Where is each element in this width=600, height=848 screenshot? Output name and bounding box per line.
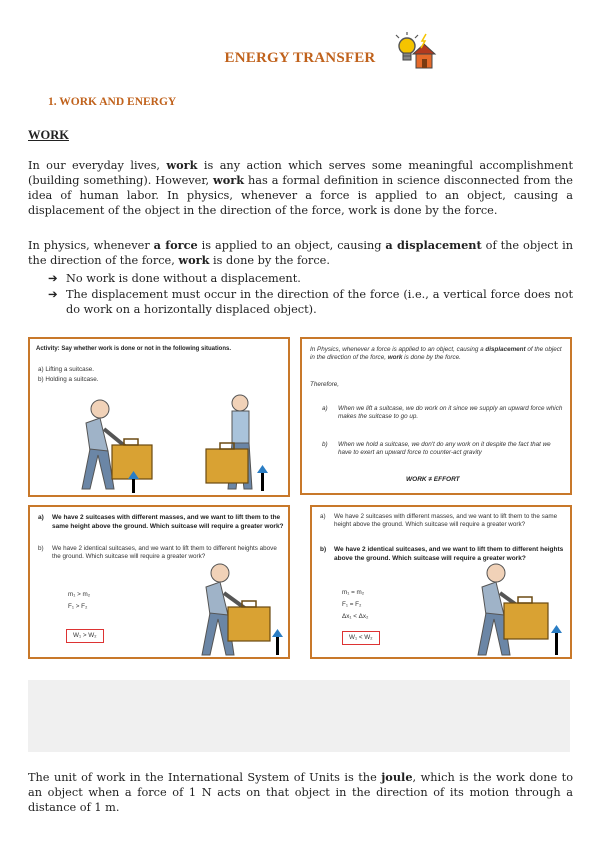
section-heading: 1. WORK AND ENERGY (48, 96, 177, 108)
activity-panel (28, 337, 290, 497)
height-comparison-panel (310, 505, 572, 659)
explanation-a-label: a) (322, 405, 328, 412)
activity-item-b: b) Holding a suitcase. (38, 376, 99, 383)
question-a-label: a) (38, 514, 44, 521)
page-title: ENERGY TRANSFER (224, 50, 376, 66)
question-a-text: We have 2 suitcases with different masses, and we want to lift them to the same height above the ground. Which suitcase will require a greater work? (52, 514, 284, 530)
activity-text: Activity: Say whether work is done or not in the following situations. (36, 346, 232, 352)
therefore-text: Therefore, (310, 381, 340, 388)
unit-paragraph: The unit of work in the International System of Units is the joule, which is the work done to an object when a force of 1 N acts on that object in the direction of its motion through a distance of 1 m. (28, 770, 573, 814)
work-heading: WORK (28, 128, 69, 142)
activity-item-a: a) Lifting a suitcase. (38, 366, 95, 373)
question-b-text: We have 2 identical suitcases, and we want to lift them to different heights above the ground. Which suitcase will require a greater work? (334, 546, 564, 562)
lifting-man-figure (82, 400, 152, 489)
man-lifting-suitcase-illustration (452, 559, 568, 659)
list-item: ➔ No work is done without a displacement. (48, 272, 301, 285)
question-a-text: We have 2 suitcases with different masses, and we want to lift them to the same height above the ground. Which suitcase will require a greater work? (334, 513, 558, 529)
man-lifting-suitcase-illustration (60, 389, 280, 494)
work-paragraph-2: In physics, whenever a force is applied to an object, causing a displacement of the object in the direction of the force, work is done by the force. (28, 238, 573, 267)
explanation-b-text: When we hold a suitcase, we don't do any work on it despite the fact that we have to exert an upward force to counter-act gravity (338, 441, 551, 457)
question-b-text: We have 2 identical suitcases, and we want to lift them to different heights above the ground. Which suitcase will require a greater work? (52, 545, 277, 561)
force-relation: F₁ = F₂ (342, 601, 362, 608)
man-lifting-suitcase-illustration (180, 559, 290, 659)
question-a-label: a) (320, 513, 326, 520)
holding-man-figure (206, 395, 252, 489)
explanation-panel (300, 337, 572, 495)
question-b-label: b) (38, 545, 44, 552)
explanation-intro: In Physics, whenever a force is applied to an object, causing a displacement of the object in the direction of the force, work is done by the force. (310, 346, 562, 362)
embedded-media-placeholder (28, 680, 570, 752)
displacement-relation: Δx₁ < Δx₂ (342, 613, 369, 620)
mass-comparison-panel (28, 505, 290, 659)
mass-relation: m₁ > m₂ (68, 591, 91, 598)
work-paragraph-1: In our everyday lives, work is any action which serves some meaningful accomplishment (building something). However, work has a formal definition in science disconnected from the idea of human labor. In physics, whenever a force is applied to an object, causing a displacement of the object in the direction of the force, work is done by the force. (28, 158, 573, 217)
work-result-box: W₁ > W₂ (66, 629, 104, 643)
arrow-right-icon: ➔ (48, 272, 58, 285)
work-result-box: W₁ < W₂ (342, 631, 380, 645)
lightbulb-house-icon (393, 30, 437, 78)
force-relation: F₁ > F₂ (68, 603, 88, 610)
work-effort-equation: WORK ≠ EFFORT (406, 476, 460, 483)
explanation-a-text: When we lift a suitcase, we do work on it since we supply an upward force which makes the suitcase to go up. (338, 405, 563, 421)
list-item: ➔ The displacement must occur in the direction of the force (i.e., a vertical force does not do work on a horizontally displaced object). (48, 288, 573, 316)
question-b-label: b) (320, 546, 327, 553)
mass-relation: m₁ = m₂ (342, 589, 365, 596)
arrow-right-icon: ➔ (48, 288, 58, 301)
explanation-b-label: b) (322, 441, 328, 448)
